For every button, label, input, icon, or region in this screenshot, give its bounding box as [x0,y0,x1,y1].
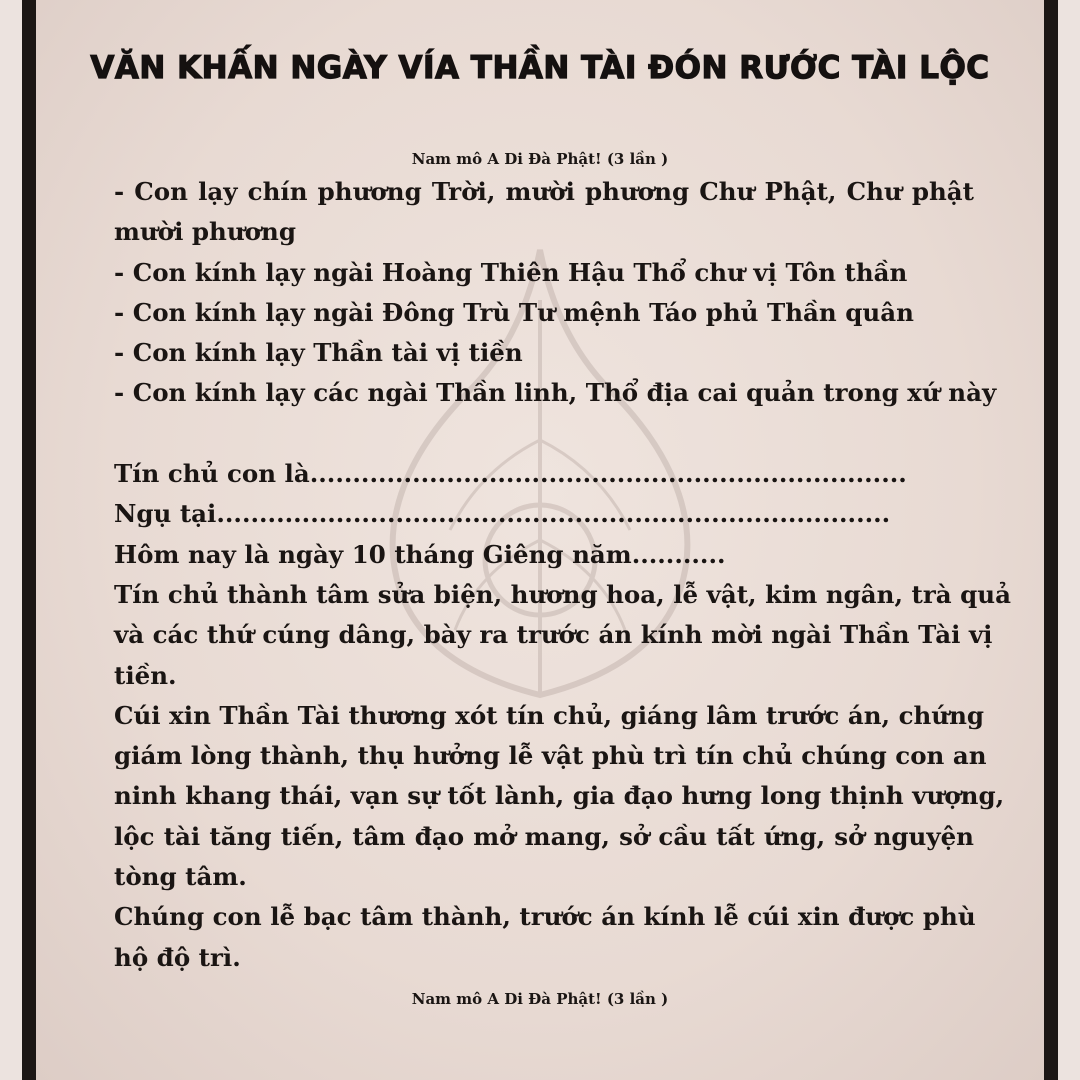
fill-line-date: Hôm nay là ngày 10 tháng Giêng năm........... [114,539,726,569]
body-line: lộc tài tăng tiến, tâm đạo mở mang, sở cầu tất ứng, sở nguyện [114,821,974,851]
body-line: Chúng con lễ bạc tâm thành, trước án kính lễ cúi xin được phù [114,902,976,932]
body-line: Cúi xin Thần Tài thương xót tín chủ, giáng lâm trước án, chứng [114,700,985,730]
prayer-line: - Con kính lạy các ngài Thần linh, Thổ địa cai quản trong xứ này [114,378,997,408]
body-line: giám lòng thành, thụ hưởng lễ vật phù trì tín chủ chúng con an [114,741,987,771]
document-title: VĂN KHẤN NGÀY VÍA THẦN TÀI ĐÓN RƯỚC TÀI LỘC [90,50,990,86]
prayer-line: - Con kính lạy ngài Hoàng Thiên Hậu Thổ chư vị Tôn thần [114,257,908,287]
frame-border-left [22,0,36,1080]
body-line: hộ độ trì. [114,942,241,972]
fill-line-residence: Ngụ tại............................................................................... [114,499,891,529]
prayer-body [114,172,1011,978]
body-line: và các thứ cúng dâng, bày ra trước án kính mời ngài Thần Tài vị [114,620,993,650]
page-edge-left [0,0,22,1080]
body-line: Tín chủ thành tâm sửa biện, hương hoa, lễ vật, kim ngân, trà quả [114,579,1011,609]
invocation-bottom: Nam mô A Di Đà Phật! (3 lần ) [411,990,669,1008]
prayer-line: - Con kính lạy Thần tài vị tiền [114,338,523,368]
prayer-line: mười phương [114,217,296,247]
body-line: tiền. [114,660,177,690]
invocation-top: Nam mô A Di Đà Phật! (3 lần ) [411,150,669,168]
frame-border-right [1044,0,1058,1080]
body-line: ninh khang thái, vạn sự tốt lành, gia đạo hưng long thịnh vượng, [114,781,1005,811]
prayer-line: - Con kính lạy ngài Đông Trù Tư mệnh Táo phủ Thần quân [114,297,914,327]
blank-line [114,414,974,454]
fill-line-devotee-name: Tín chủ con là...................................................................... [114,459,907,489]
page-edge-right [1058,0,1080,1080]
body-line: tòng tâm. [114,862,247,892]
prayer-line: - Con lạy chín phương Trời, mười phương Chư Phật, Chư phật [114,177,974,206]
